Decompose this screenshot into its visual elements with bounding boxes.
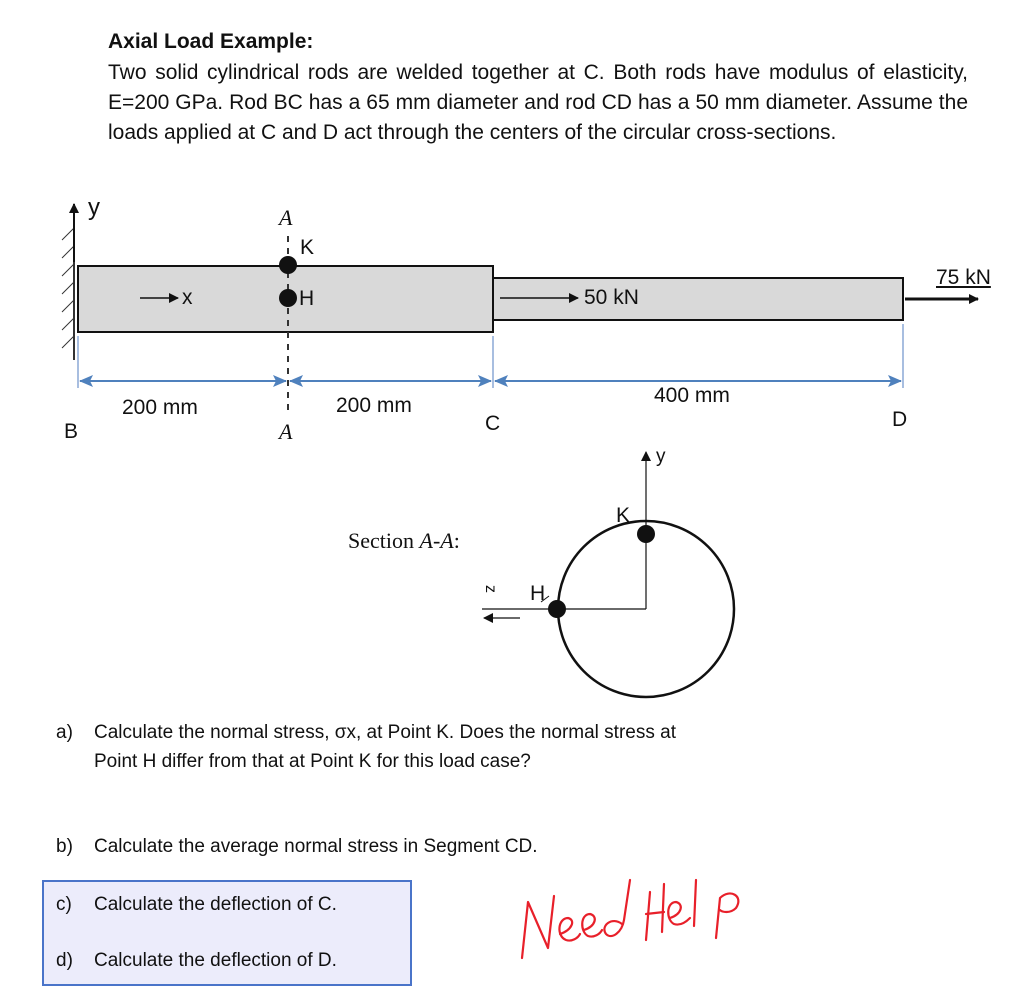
section-point-k-label: K (616, 504, 631, 527)
section-title: Section A-A: (348, 528, 460, 553)
question-a-text: Calculate the normal stress, σx, at Point K. Does the normal stress at Point H differ from that at Point K for this load case? (94, 722, 676, 772)
section-mark-bottom: A (279, 419, 293, 444)
load-c-label: 50 kN (584, 286, 639, 309)
question-d-tag: d) (56, 950, 73, 971)
section-y-label: y (656, 446, 666, 467)
point-h-label: H (299, 287, 315, 310)
point-k-dot (279, 256, 297, 274)
fixed-support (62, 212, 74, 360)
question-c-tag: c) (56, 894, 72, 915)
problem-statement: Two solid cylindrical rods are welded together at C. Both rods have modulus of elasticity, E=200 GPa. Rod BC has a 65 mm diameter and rod CD has a 50 mm diameter. Assume the loads applied at C and D act through the centers of the circular cross-sections. (108, 61, 968, 144)
section-mark-top: A (279, 205, 293, 230)
question-c (56, 890, 396, 920)
x-axis-label: x (182, 286, 193, 309)
dimension-label-3: 400 mm (654, 384, 730, 407)
point-d-label: D (892, 408, 908, 431)
question-b (56, 832, 696, 862)
question-d-text: Calculate the deflection of D. (94, 950, 337, 971)
section-point-h-dot (548, 600, 566, 618)
question-a (56, 718, 696, 808)
point-k-label: K (300, 236, 315, 259)
question-d (56, 946, 396, 976)
rod-cd (493, 278, 903, 320)
point-c-label: C (485, 412, 501, 435)
point-h-dot (279, 289, 297, 307)
section-point-k-dot (637, 525, 655, 543)
question-a-tag: a) (56, 722, 73, 743)
question-c-text: Calculate the deflection of C. (94, 894, 337, 915)
point-b-label: B (64, 420, 79, 443)
question-b-tag: b) (56, 836, 73, 857)
section-point-h-label: H (530, 582, 546, 605)
dimension-extension-lines (78, 324, 903, 388)
y-axis-label: y (88, 194, 100, 221)
problem-title: Axial Load Example: (108, 30, 314, 53)
dimension-label-1: 200 mm (122, 396, 198, 419)
question-b-text: Calculate the average normal stress in Segment CD. (94, 836, 538, 857)
dimension-label-2: 200 mm (336, 394, 412, 417)
load-d-label: 75 kN (936, 266, 991, 289)
section-z-label: z (482, 585, 499, 593)
